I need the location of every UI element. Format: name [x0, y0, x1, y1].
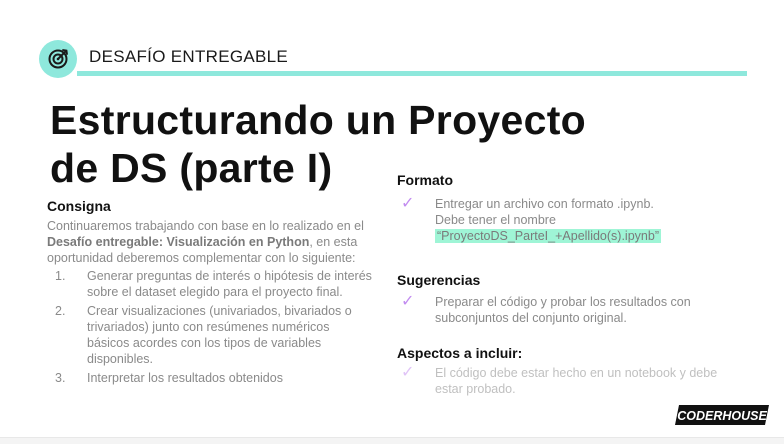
title-line-1: Estructurando un Proyecto	[50, 97, 587, 143]
formato-section	[397, 172, 747, 244]
check-icon: ✓	[401, 195, 415, 212]
filename-highlight: “ProyectoDS_ParteI_+Apellido(s).ipynb”	[437, 229, 659, 243]
badge-underline	[77, 71, 747, 76]
consigna-list	[47, 268, 372, 386]
formato-heading: Formato	[397, 172, 453, 188]
list-item: 3. Interpretar los resultados obtenidos	[55, 371, 283, 385]
consigna-intro: Continuaremos trabajando con base en lo realizado en el Desafío entregable: Visualización en Python, en esta oportunidad deberemos complementar con lo siguiente:	[47, 219, 364, 265]
consigna-section	[47, 198, 372, 389]
badge-label: DESAFÍO ENTREGABLE	[89, 47, 289, 66]
target-icon	[47, 48, 69, 70]
consigna-heading: Consigna	[47, 198, 111, 214]
sugerencias-heading: Sugerencias	[397, 272, 481, 288]
list-item: 1. Generar preguntas de interés o hipótesis de interés sobre el dataset elegido para el proyecto final.	[55, 269, 372, 299]
sugerencias-text: Preparar el código y probar los resultados con subconjuntos del conjunto original.	[435, 295, 691, 325]
sugerencias-section	[397, 272, 747, 326]
logo-text: CODERHOUSE	[677, 409, 767, 423]
check-icon: ✓	[401, 364, 415, 381]
formato-text: Entregar un archivo con formato .ipynb. Debe tener el nombre “ProyectoDS_ParteI_+Apellido(s).ipynb”	[435, 197, 659, 243]
aspectos-text: El código debe estar hecho en un notebook y debe estar probado.	[435, 366, 718, 396]
consigna-intro-bold: Desafío entregable: Visualización en Python	[47, 235, 310, 249]
list-item: 2. Crear visualizaciones (univariados, bivariados o trivariados) junto con resúmenes numéricos básicos acordes con los tipos de variables disponibles.	[55, 304, 352, 366]
coderhouse-logo	[674, 404, 770, 426]
check-icon: ✓	[401, 293, 415, 310]
aspectos-section	[397, 345, 747, 397]
title-line-2: de DS (parte I)	[50, 145, 333, 191]
badge-circle	[39, 40, 77, 78]
aspectos-heading: Aspectos a incluir:	[397, 345, 523, 361]
